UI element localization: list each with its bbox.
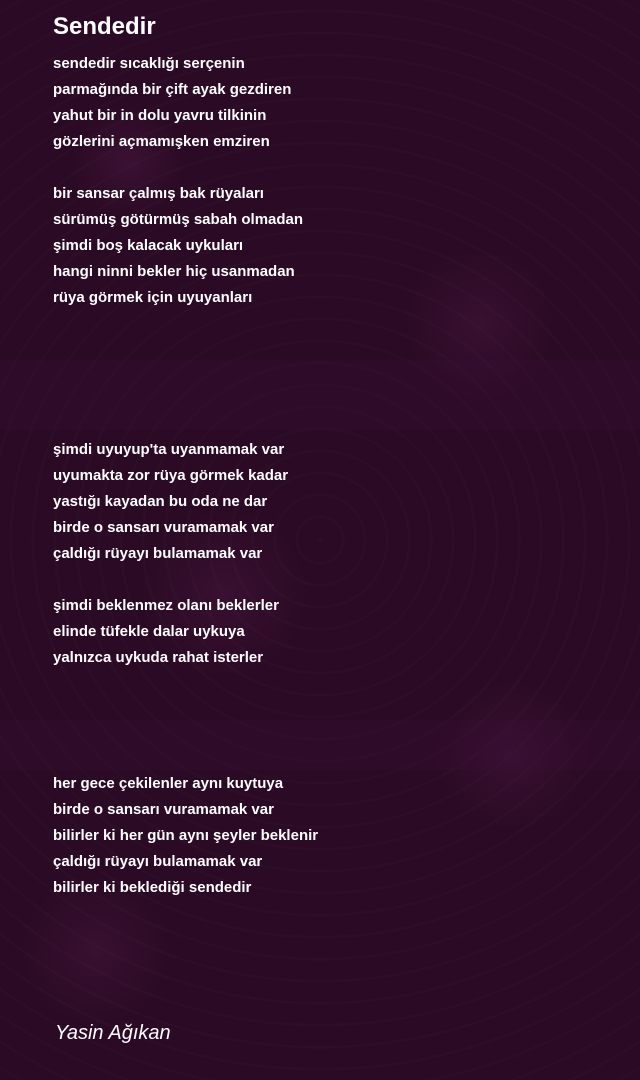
background-band	[0, 720, 640, 770]
poem-line: çaldığı rüyayı bulamamak var	[53, 545, 263, 562]
poem-line: parmağında bir çift ayak gezdiren	[53, 81, 292, 98]
poem-line: şimdi boş kalacak uykuları	[53, 237, 244, 254]
poem-line: elinde tüfekle dalar uykuya	[53, 623, 245, 640]
stanza-3	[53, 437, 288, 567]
poem-line: sendedir sıcaklığı serçenin	[53, 55, 245, 72]
poem-author: Yasin Ağıkan	[55, 1022, 171, 1044]
stanza-2	[53, 181, 303, 311]
poem-line: rüya görmek için uyuyanları	[53, 289, 253, 306]
poem-line: birde o sansarı vuramamak var	[53, 801, 274, 818]
stanza-4	[53, 593, 279, 671]
poem-title: Sendedir	[53, 13, 156, 40]
poem-line: her gece çekilenler aynı kuytuya	[53, 775, 284, 792]
poem-line: yahut bir in dolu yavru tilkinin	[53, 107, 267, 124]
poem-line: sürümüş götürmüş sabah olmadan	[53, 211, 304, 228]
poem-line: yastığı kayadan bu oda ne dar	[53, 493, 268, 510]
poem-line: bilirler ki beklediği sendedir	[53, 879, 252, 896]
background-band	[0, 360, 640, 430]
poem-line: birde o sansarı vuramamak var	[53, 519, 274, 536]
poem-line: bilirler ki her gün aynı şeyler beklenir	[53, 827, 319, 844]
poem-line: hangi ninni bekler hiç usanmadan	[53, 263, 295, 280]
poem-line: bir sansar çalmış bak rüyaları	[53, 185, 264, 202]
poem-line: yalnızca uykuda rahat isterler	[53, 649, 264, 666]
poem-line: şimdi beklenmez olanı beklerler	[53, 597, 279, 614]
poem-line: şimdi uyuyup'ta uyanmamak var	[53, 441, 285, 458]
poem-line: gözlerini açmamışken emziren	[53, 133, 270, 150]
stanza-1	[53, 51, 291, 155]
poem-line: uyumakta zor rüya görmek kadar	[53, 467, 289, 484]
poem-line: çaldığı rüyayı bulamamak var	[53, 853, 263, 870]
stanza-5	[53, 771, 318, 901]
